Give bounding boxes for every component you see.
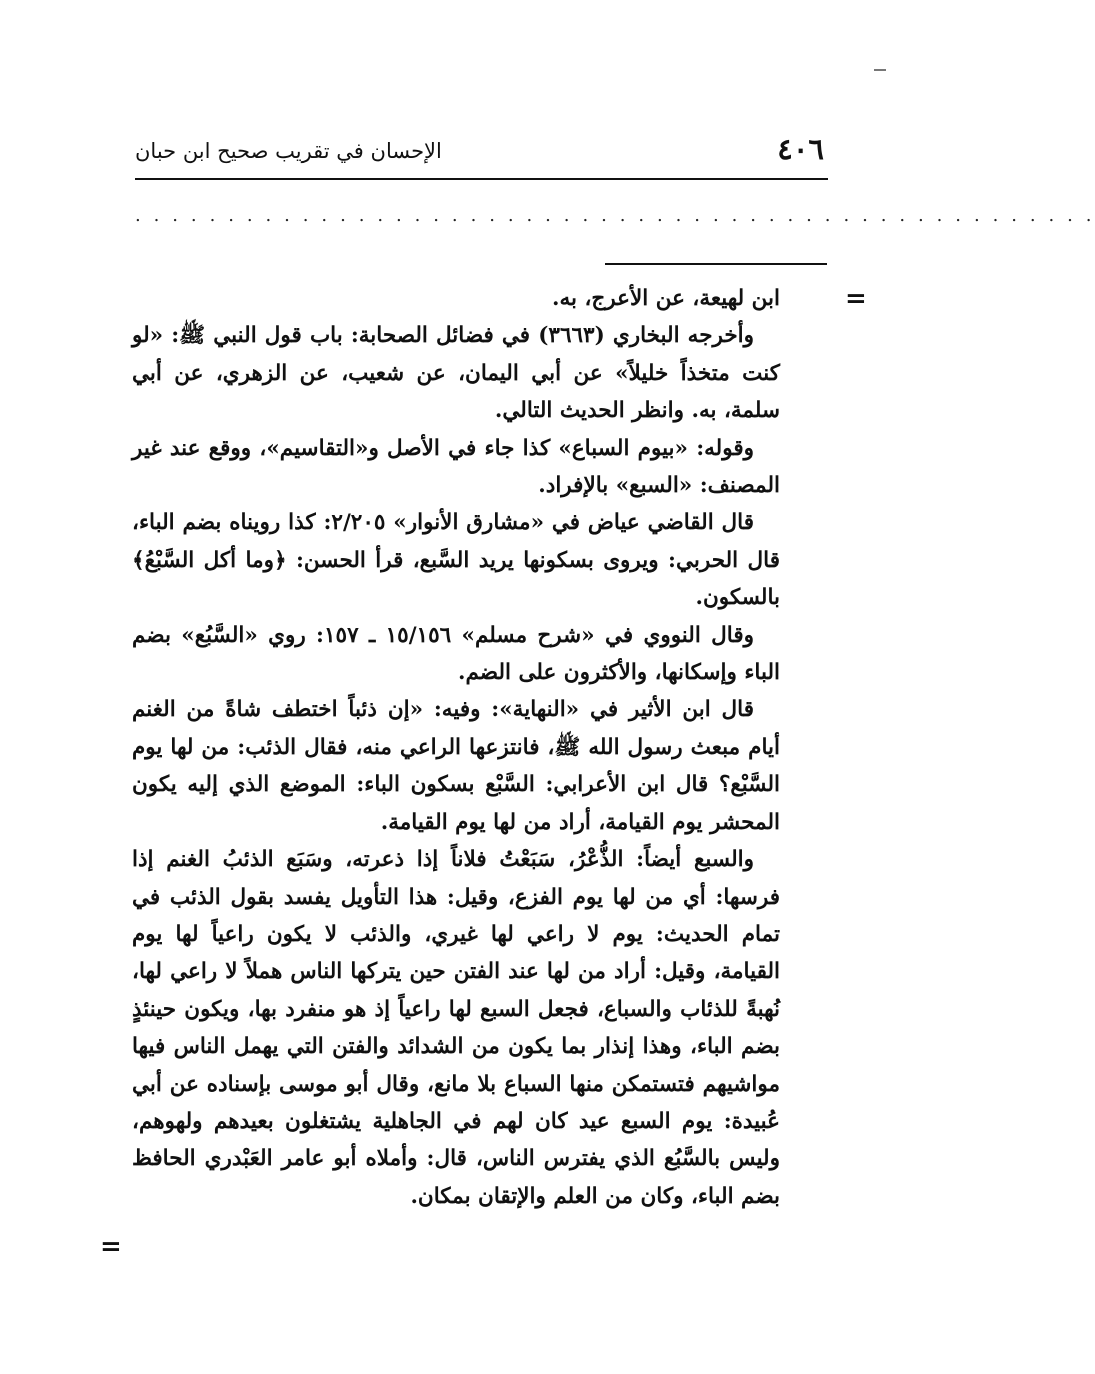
page-number: ٤٠٦	[777, 132, 824, 166]
footnote-paragraph: قال ابن الأثير في «النهاية»: وفيه: «إن ذئباً اختطف شاةً من الغنم أيام مبعث رسول الله ﷺ، فانتزعها الراعي منه، فقال الذئب: من لها يوم السَّبْع؟ قال ابن الأعرابي: السَّبْع بسكون الباء: الموضع الذي إليه يكون المحشر يوم القيامة، أراد من لها يوم القيامة.	[132, 697, 780, 835]
continuation-mark-top: =	[845, 284, 867, 314]
scan-corner-mark	[874, 69, 886, 71]
footnote-paragraph: وأخرجه البخاري (٣٦٦٣) في فضائل الصحابة: باب قول النبي ﷺ: «لو كنت متخذاً خليلاً» عن أبي اليمان، عن شعيب، عن الزهري، عن أبي سلمة، به. وانظر الحديث التالي.	[132, 323, 780, 424]
dotted-separator: . . . . . . . . . . . . . . . . . . . . . . . . . . . . . . . . . . . . . . . . . . . . . . . . . . . .	[135, 205, 1095, 226]
running-title: الإحسان في تقريب صحيح ابن حبان	[135, 139, 442, 163]
header-rule	[135, 178, 828, 180]
footnote-paragraph: وقوله: «بيوم السباع» كذا جاء في الأصل و«التقاسيم»، ووقع عند غير المصنف: «السبع» بالإفراد.	[132, 435, 780, 499]
footnote-paragraph: قال القاضي عياض في «مشارق الأنوار» ٢/٢٠٥: كذا رويناه بضم الباء، قال الحربي: ويروى بسكونها يريد السَّبع، قرأ الحسن: ﴿وما أكل السَّبْعُ﴾ بالسكون.	[132, 510, 780, 611]
footnote-body	[132, 280, 780, 1215]
continuation-mark-bottom: =	[100, 1232, 122, 1262]
footnote-paragraph: وقال النووي في «شرح مسلم» ١٥/١٥٦ ـ ١٥٧: روي «السَّبُع» بضم الباء وإسكانها، والأكثرون على الضم.	[132, 622, 780, 686]
page-header	[135, 128, 828, 178]
footnote-paragraph: ابن لهيعة، عن الأعرج، به.	[552, 286, 780, 311]
footnote-paragraph: والسبع أيضاً: الذُّعْرُ، سَبَعْتُ فلاناً إذا ذعرته، وسَبَع الذئبُ الغنم إذا فرسها: أي من لها يوم الفزع، وقيل: هذا التأويل يفسد بقول الذئب في تمام الحديث: يوم لا راعي لها غيري، والذئب لا يكون راعياً لها يوم القيامة، وقيل: أراد من لها عند الفتن حين يتركها الناس هملاً لا راعي لها، نُهبةً للذئاب والسباع، فجعل السبع لها راعياً إذ هو منفرد بها، ويكون حينئذٍ بضم الباء، وهذا إنذار بما يكون من الشدائد والفتن التي يهمل الناس فيها مواشيهم فتستمكن منها السباع بلا مانع، وقال أبو موسى بإسناده عن أبي عُبيدة: يوم السبع عيد كان لهم في الجاهلية يشتغلون بعيدهم ولهوهم، وليس بالسَّبُع الذي يفترس الناس، قال: وأملاه أبو عامر العَبْدري الحافظ بضم الباء، وكان من العلم والإتقان بمكان.	[132, 847, 780, 1209]
footnote-rule	[605, 263, 827, 265]
